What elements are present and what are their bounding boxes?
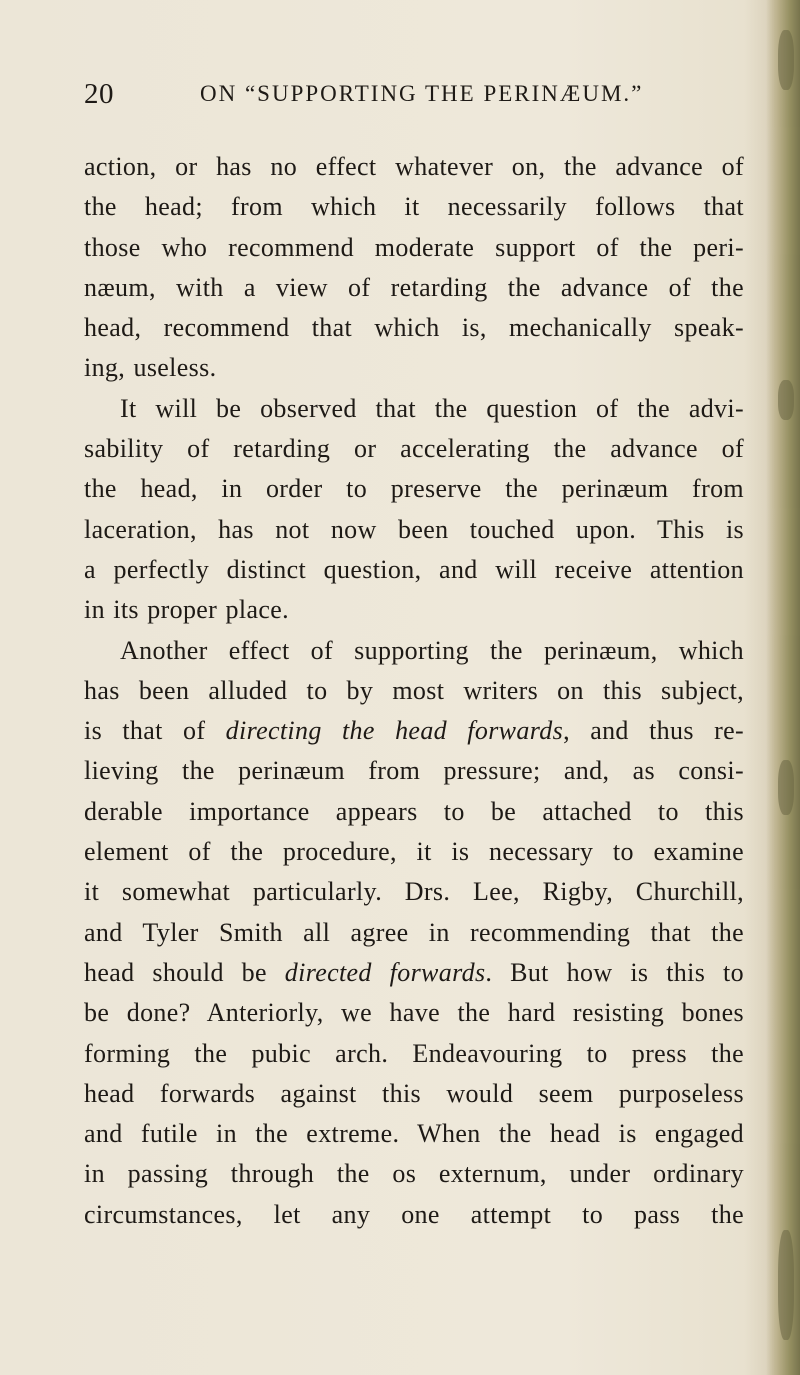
text-line: sability of retarding or accelerating the advance of [84, 434, 744, 464]
text-line: and Tyler Smith all agree in recommending that the [84, 917, 744, 947]
text-line: the head; from which it necessarily follows that [84, 192, 744, 222]
text-line: it somewhat particularly. Drs. Lee, Rigby, Churchill, [84, 877, 744, 907]
text-line: næum, with a view of retarding the advance of the [84, 272, 744, 302]
text-line: in its proper place. [84, 595, 289, 625]
text-line: action, or has no effect whatever on, the advance of [84, 152, 744, 181]
text-line: in passing through the os externum, under ordinary [84, 1159, 744, 1189]
text-run: , and thus re- [563, 716, 744, 746]
binding-stain [778, 1230, 794, 1340]
text-line: Another effect of supporting the perinæum, which [120, 635, 744, 665]
italic-phrase: directing the head forwards [225, 716, 564, 746]
page-header [84, 78, 764, 118]
text-line [84, 711, 744, 751]
text-line: forming the pubic arch. Endeavouring to press the [84, 1038, 744, 1068]
text-line: has been alluded to by most writers on this subject, [84, 675, 744, 705]
body-text [84, 147, 744, 1235]
binding-stain [778, 30, 794, 90]
text-line: the head, in order to preserve the perinæum from [84, 474, 744, 504]
page-number: 20 [84, 78, 114, 110]
text-line: lieving the perinæum from pressure; and, as consi- [84, 756, 744, 786]
text-line [84, 953, 744, 993]
page-binding-edge [766, 0, 800, 1375]
text-run: . But how is this to [485, 957, 744, 987]
text-line: a perfectly distinct question, and will receive attention [84, 554, 744, 584]
text-line: ing, useless. [84, 353, 217, 383]
italic-phrase: directed forwards [284, 957, 486, 987]
running-title: ON “SUPPORTING THE PERINÆUM.” [200, 81, 644, 106]
text-line: laceration, has not now been touched upon. This is [84, 514, 744, 544]
text-line: derable importance appears to be attached to this [84, 796, 744, 826]
text-run: is that of [84, 716, 226, 746]
text-line: circumstances, let any one attempt to pass the [84, 1199, 744, 1229]
text-line: element of the procedure, it is necessary to examine [84, 837, 744, 867]
text-line: head, recommend that which is, mechanically speak- [84, 313, 744, 343]
text-line: those who recommend moderate support of the peri- [84, 232, 744, 262]
binding-stain [778, 760, 794, 815]
text-run: head should be [84, 957, 285, 987]
text-line: and futile in the extreme. When the head is engaged [84, 1119, 744, 1149]
binding-stain [778, 380, 794, 420]
text-line: be done? Anteriorly, we have the hard resisting bones [84, 998, 744, 1028]
text-line: head forwards against this would seem purposeless [84, 1078, 744, 1108]
text-line: It will be observed that the question of the advi- [120, 393, 744, 423]
